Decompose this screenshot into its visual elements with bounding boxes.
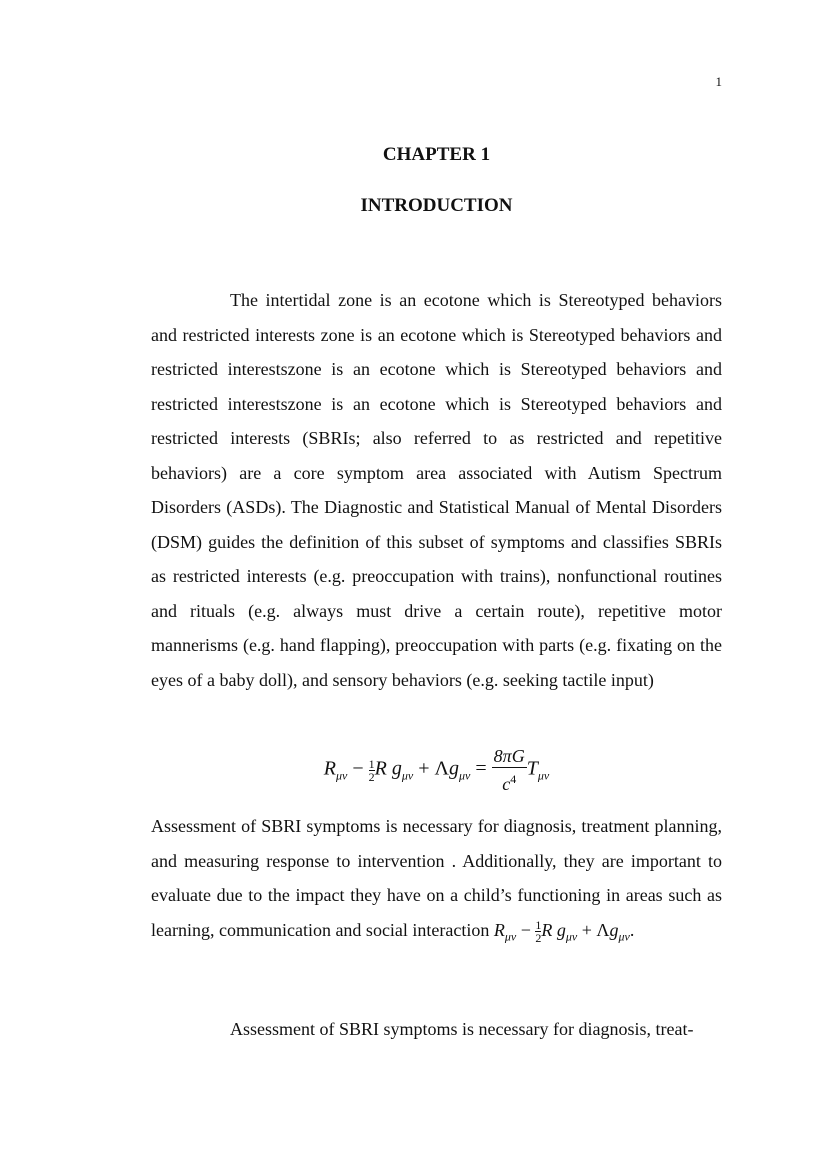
paragraph-assessment: Assessment of SBRI symptoms is necessary for diagnosis, treatment planning, and measuring response to intervention . Additionally, they are important to evaluate due to the impact they have on a child’s functioning in areas such as learning, communication and social interaction $R_{\mu\nu}$ − $\frac{1}{2}$ R $g_{\mu\nu} + \Lambda g_{\mu\nu}$.: [151, 816, 722, 945]
paragraph-assessment-text: Assessment of SBRI symptoms is necessary for diagnosis, treatment planning, and measuring response to intervention . Additionally, they are important to evaluate due to the impact they have on a child’s functioning in areas such as learning, communication and social interaction: [151, 816, 722, 940]
chapter-title: INTRODUCTION: [360, 195, 513, 216]
paragraph-assessment-repeat: Assessment of SBRI symptoms is necessary for diagnosis, treat-: [230, 1019, 694, 1039]
page-number: 1: [715, 74, 722, 89]
chapter-heading: CHAPTER 1: [382, 144, 491, 165]
inline-equation: $R_{\mu\nu}$ − $\frac{1}{2}$ R $g_{\mu\nu} + \Lambda g_{\mu\nu}$: [493, 917, 630, 945]
display-equation: $R_{\mu\nu}$ − $\frac{1}{2}$ R $g_{\mu\nu} + \Lambda g_{\mu\nu}$ = $\frac{8\pi G}{c^4}$ $T_{\mu\nu}$: [323, 746, 550, 794]
paragraph-intro: The intertidal zone is an ecotone which is Stereotyped behaviors and restricted interests zone is an ecotone which is Stereotyped behaviors and restricted interestszone is an ecotone which is Stereotyped behaviors and restricted interestszone is an ecotone which is Stereotyped behaviors and restricted interests (SBRIs; also referred to as restricted and repetitive behaviors) are a core symptom area associated with Autism Spectrum Disorders (ASDs). The Diagnostic and Statistical Manual of Mental Disorders (DSM) guides the definition of this subset of symptoms and classifies SBRIs as restricted interests (e.g. preoccupation with trains), nonfunctional routines and rituals (e.g. always must drive a certain route), repetitive motor mannerisms (e.g. hand flapping), preoccupation with parts (e.g. fixating on the eyes of a baby doll), and sensory behaviors (e.g. seeking tactile input): [151, 290, 722, 690]
